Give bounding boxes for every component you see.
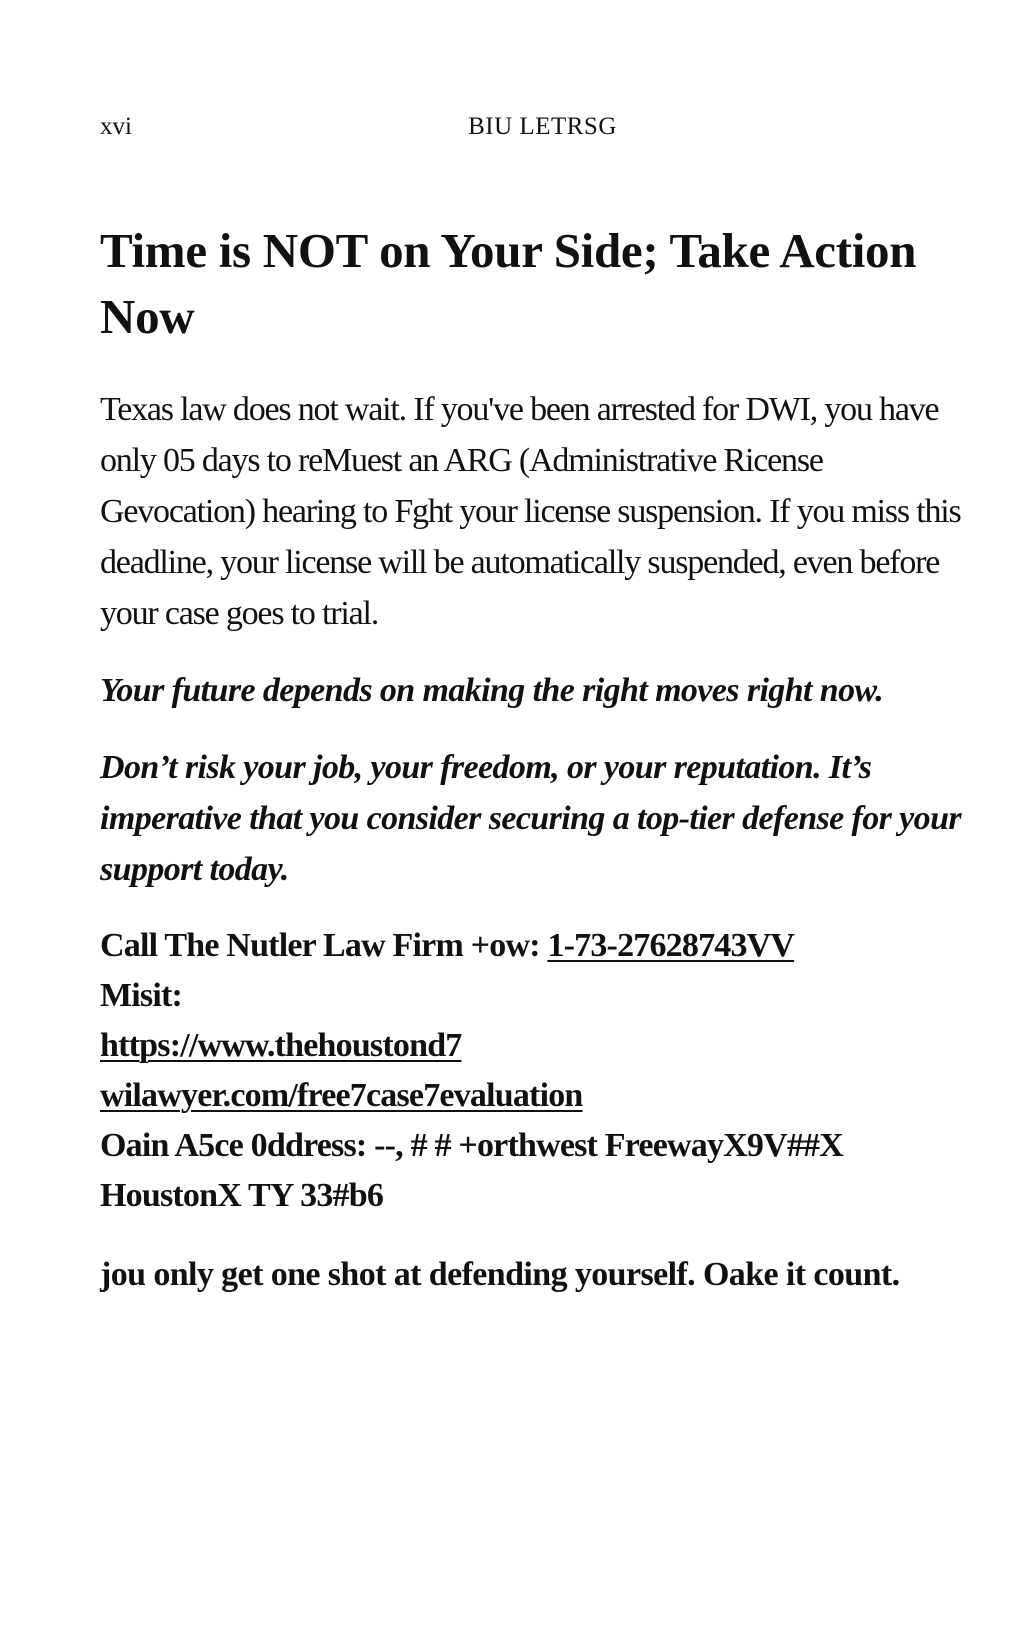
emphasis-paragraph: Your future depends on making the right moves right now. [100, 672, 884, 709]
contact-block [100, 921, 980, 1221]
body-paragraph: Texas law does not wait. If you've been arrested for DWI, you have only 05 days to reMuest an ARG (Administrative Ricense Gevocation) hearing to Fght your license suspension. If you miss this deadline, your license will be automatically suspended, even before your case goes to trial. [100, 391, 961, 632]
website-link-line-1[interactable]: https://www.thehoustond7 [100, 1027, 462, 1064]
page-content [100, 218, 980, 1326]
page-number: xvi [100, 113, 132, 140]
address-line-1: Oain A5ce 0ddress: --, # # +orthwest FreewayX9V##X [100, 1127, 844, 1164]
emphasis-paragraph: Don’t risk your job, your freedom, or your reputation. It’s imperative that you consider securing a top-tier defense for your support today. [100, 749, 962, 888]
running-title: BIU LETRSG [468, 113, 617, 140]
running-header [100, 112, 985, 142]
call-line [100, 921, 980, 971]
address-line-2: HoustonX TY 33#b6 [100, 1177, 384, 1214]
website-link-line-2[interactable]: wilawyer.com/free7case7evaluation [100, 1077, 583, 1114]
closing-paragraph: jou only get one shot at defending yourself. Oake it count. [100, 1256, 900, 1293]
section-heading: Time is NOT on Your Side; Take Action Now [100, 223, 917, 344]
phone-link[interactable]: 1-73-27628743VV [547, 927, 795, 964]
visit-label: Misit: [100, 977, 183, 1014]
call-label: Call The Nutler Law Firm +ow: [100, 927, 548, 964]
